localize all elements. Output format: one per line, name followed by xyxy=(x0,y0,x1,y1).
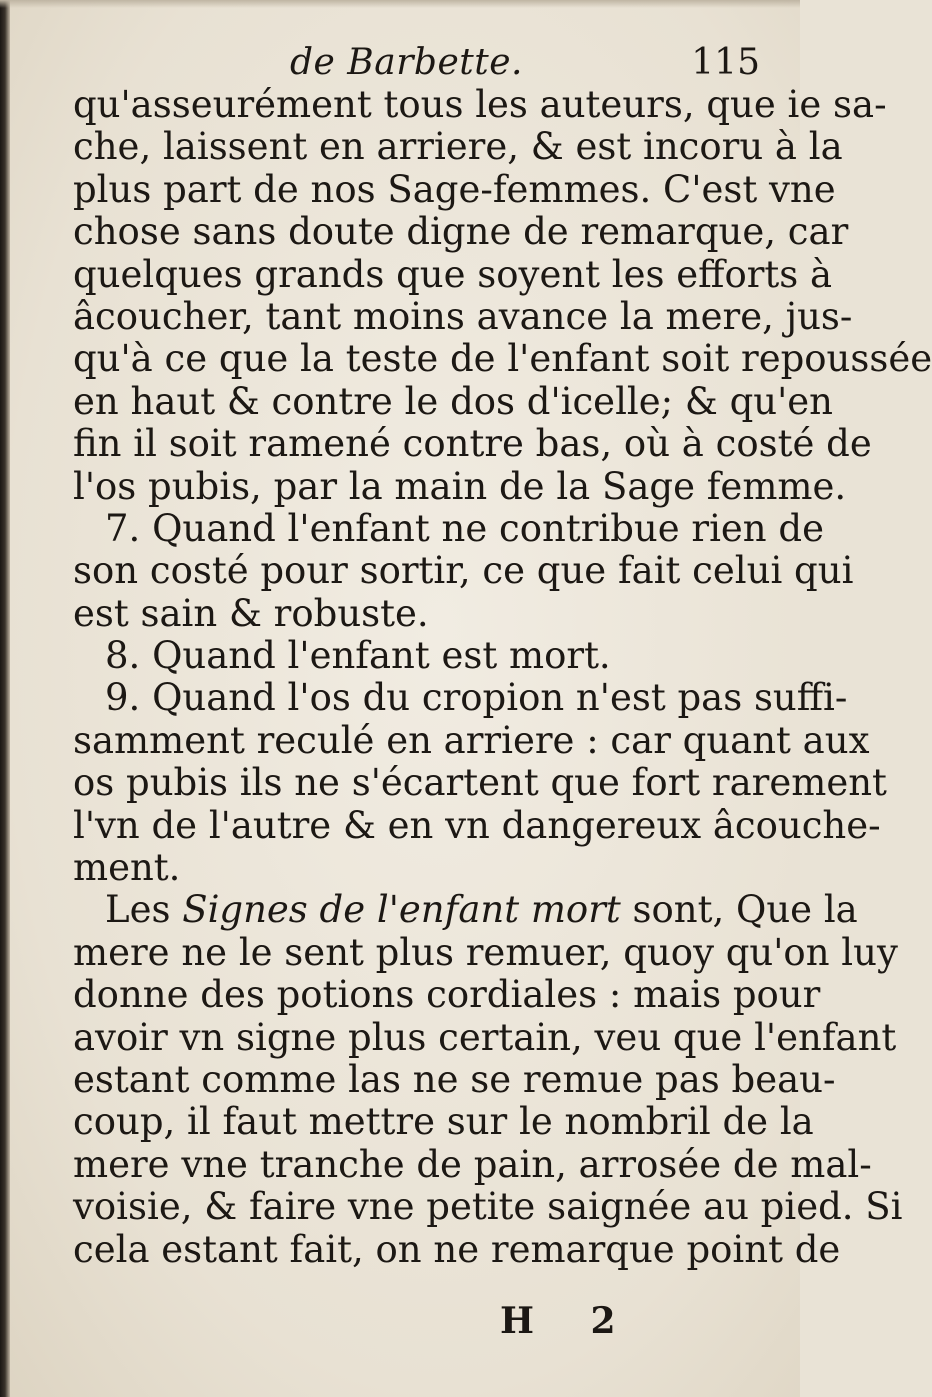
text-line: voisie, & faire vne petite saignée au pied. Si xyxy=(73,1185,903,1229)
signature-mark: H 2 xyxy=(500,1300,638,1342)
text-line: 8. Quand l'enfant est mort. xyxy=(105,634,611,678)
text-line: mere ne le sent plus remuer, quoy qu'on luy xyxy=(73,930,898,974)
italic-phrase: Signes de l'enfant mort xyxy=(182,888,621,932)
text-line: Les Signes de l'enfant mort sont, Que la xyxy=(105,888,858,932)
text-line: plus part de nos Sage-femmes. C'est vne xyxy=(73,167,836,211)
text-line: 9. Quand l'os du cropion n'est pas suffi- xyxy=(105,676,848,720)
text-line: quelques grands que soyent les efforts à xyxy=(73,252,833,296)
text-line: âcoucher, tant moins avance la mere, jus- xyxy=(73,294,853,338)
text-line: en haut & contre le dos d'icelle; & qu'en xyxy=(73,379,833,423)
page-top-edge xyxy=(0,0,800,8)
running-head: de Barbette. xyxy=(290,42,523,83)
text-line: l'os pubis, par la main de la Sage femme. xyxy=(73,464,847,508)
text-line: chose sans doute digne de remarque, car xyxy=(73,210,849,254)
text-line: l'vn de l'autre & en vn dangereux âcouche- xyxy=(73,803,881,847)
page-gutter xyxy=(0,0,10,1397)
text-line: qu'à ce que la teste de l'enfant soit repoussée xyxy=(73,337,932,381)
text-line: mere vne tranche de pain, arrosée de mal- xyxy=(73,1142,872,1186)
text-line: fin il soit ramené contre bas, où à costé de xyxy=(73,422,872,466)
text-line: est sain & robuste. xyxy=(73,591,429,635)
body-text xyxy=(73,83,932,1271)
text-line: che, laissent en arriere, & est incoru à la xyxy=(73,125,843,169)
page-number: 115 xyxy=(691,42,760,83)
text-line: ment. xyxy=(73,846,181,890)
text-line: coup, il faut mettre sur le nombril de la xyxy=(73,1100,814,1144)
text-line: son costé pour sortir, ce que fait celui qui xyxy=(73,549,854,593)
text-line: donne des potions cordiales : mais pour xyxy=(73,973,821,1017)
text-line: os pubis ils ne s'écartent que fort rarement xyxy=(73,761,887,805)
text-line: avoir vn signe plus certain, veu que l'enfant xyxy=(73,1015,897,1059)
text-line: qu'asseurément tous les auteurs, que ie sa- xyxy=(73,83,887,126)
text-line: 7. Quand l'enfant ne contribue rien de xyxy=(105,506,824,550)
page-header xyxy=(60,38,760,88)
text-line: samment reculé en arriere : car quant aux xyxy=(73,718,870,762)
text-line: estant comme las ne se remue pas beau- xyxy=(73,1057,836,1101)
text-line: cela estant fait, on ne remarque point de xyxy=(73,1227,841,1271)
